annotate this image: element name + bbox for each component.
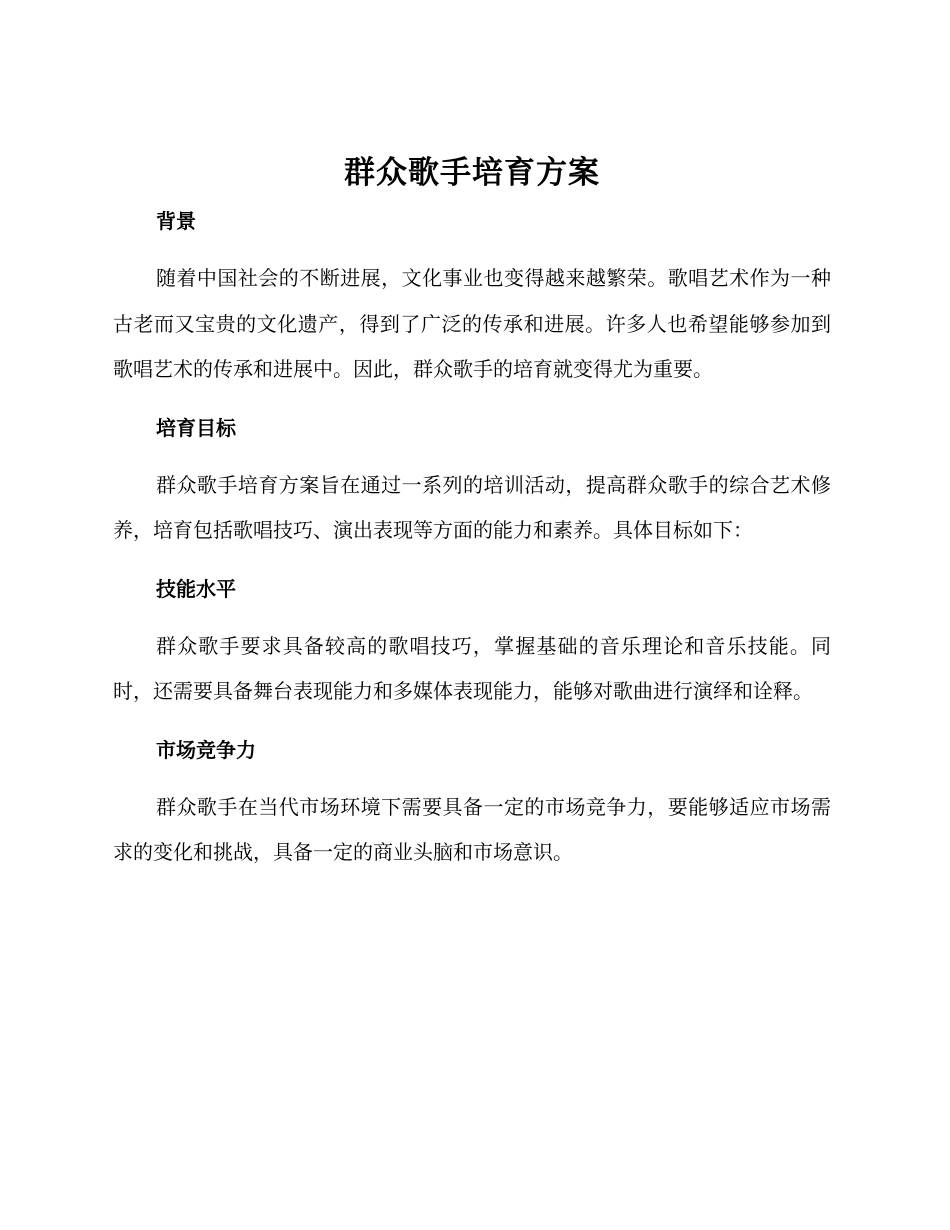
section-paragraph-goals: 群众歌手培育方案旨在通过一系列的培训活动，提高群众歌手的综合艺术修养，培育包括歌唱技巧、演出表现等方面的能力和素养。具体目标如下： bbox=[113, 472, 831, 542]
section-heading-background: 背景 bbox=[156, 209, 196, 233]
section-heading-market: 市场竞争力 bbox=[156, 737, 256, 762]
section-paragraph-background: 随着中国社会的不断进展，文化事业也变得越来越繁荣。歌唱艺术作为一种古老而又宝贵的文化遗产，得到了广泛的传承和进展。许多人也希望能够参加到歌唱艺术的传承和进展中。因此，群众歌手的培育就变得尤为重要。 bbox=[113, 266, 831, 381]
document-title: 群众歌手培育方案 bbox=[344, 155, 600, 191]
section-paragraph-skills: 群众歌手要求具备较高的歌唱技巧，掌握基础的音乐理论和音乐技能。同时，还需要具备舞台表现能力和多媒体表现能力，能够对歌曲进行演绎和诠释。 bbox=[113, 633, 831, 703]
section-heading-skills: 技能水平 bbox=[156, 576, 236, 601]
section-heading-goals: 培育目标 bbox=[156, 415, 236, 440]
document-body bbox=[113, 148, 831, 876]
section-paragraph-market: 群众歌手在当代市场环境下需要具备一定的市场竞争力，要能够适应市场需求的变化和挑战，具备一定的商业头脑和市场意识。 bbox=[113, 794, 831, 864]
